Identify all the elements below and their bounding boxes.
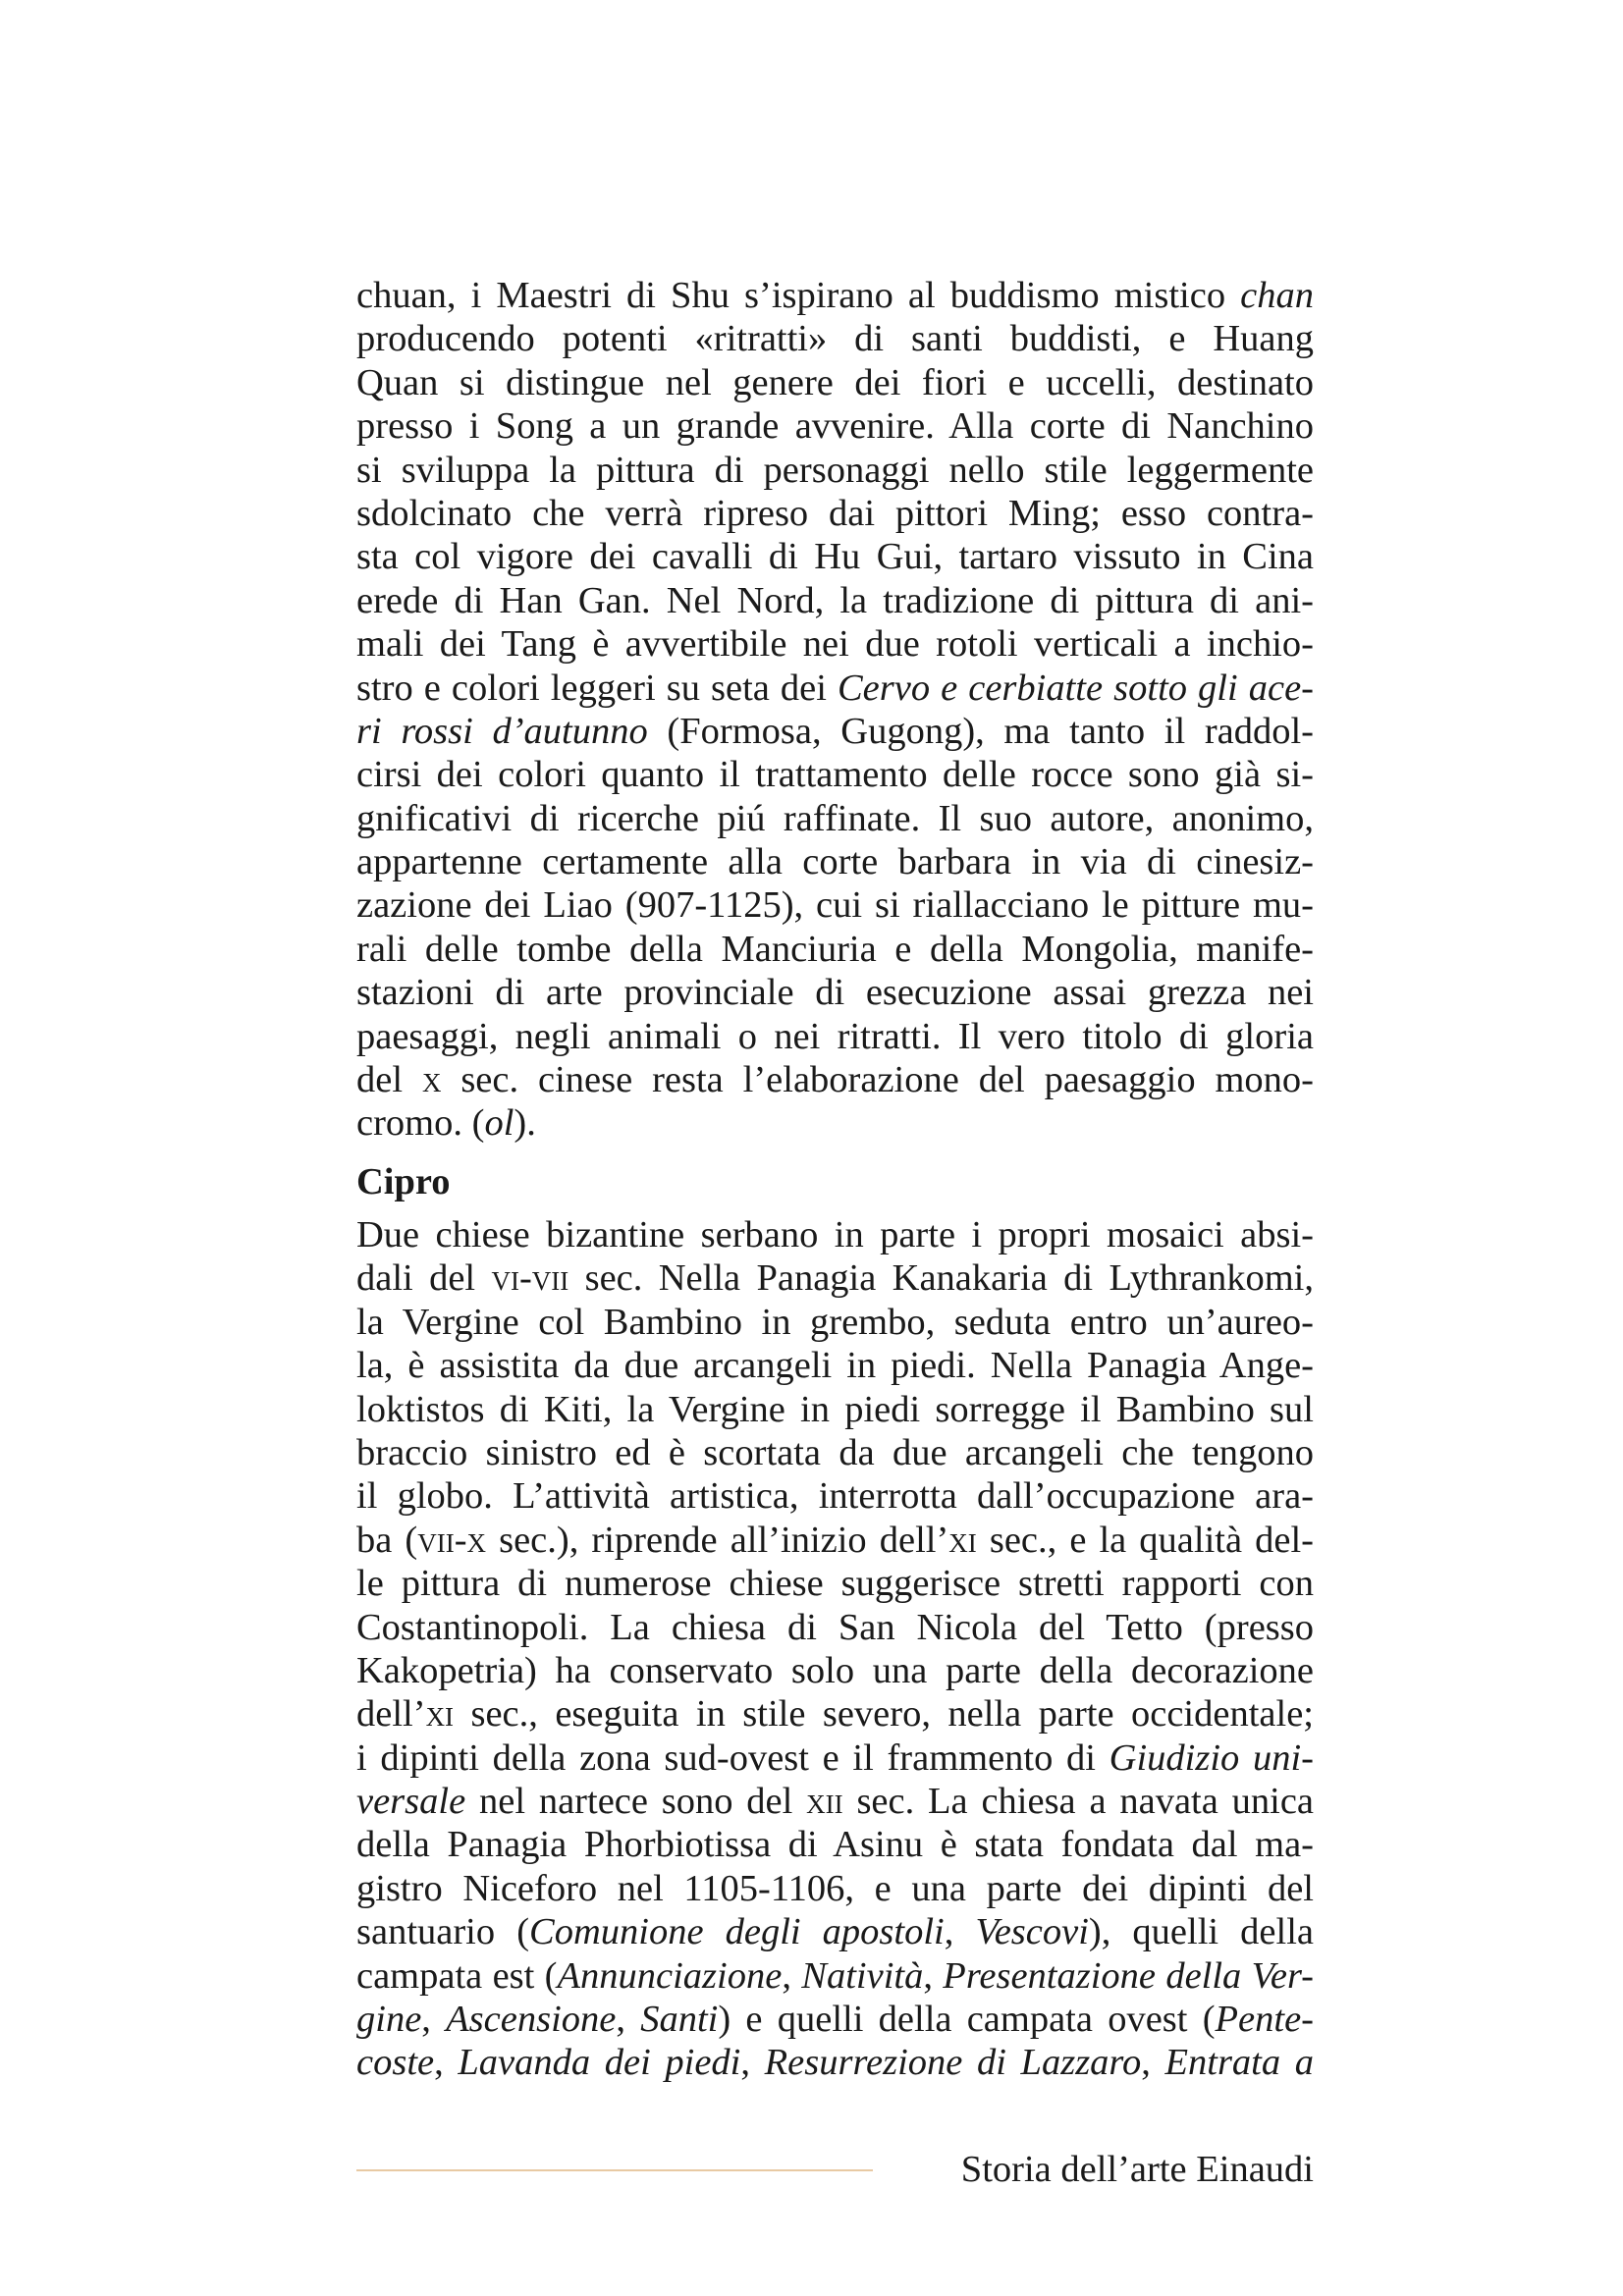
footer-rule [356,2169,873,2171]
text-line: producendo potenti «ritratti» di santi buddisti, e Huang [356,318,1314,360]
text-line: Due chiese bizantine serbano in parte i propri mosaici absi- [356,1214,1314,1255]
text-line: Costantinopoli. La chiesa di San Nicola del Tetto (presso [356,1606,1314,1648]
text-line: versale nel nartece sono del xii sec. La chiesa a navata unica [356,1781,1314,1823]
text-line: presso i Song a un grande avvenire. Alla corte di Nanchino [356,405,1314,448]
footer-title: Storia dell’arte Einaudi [960,2149,1314,2190]
text-line: le pittura di numerose chiese suggerisce stretti rapporti con [356,1563,1314,1605]
text-line: appartenne certamente alla corte barbara in via di cinesiz- [356,841,1314,883]
text-line: erede di Han Gan. Nel Nord, la tradizione di pittura di ani- [356,579,1314,621]
section-cipro [356,1160,1314,1203]
text-line: braccio sinistro ed è scortata da due arcangeli che tengono [356,1431,1314,1473]
text-line: sta col vigore dei cavalli di Hu Gui, tartaro vissuto in Cina [356,536,1314,578]
text-line: santuario (Comunione degli apostoli, Vescovi), quelli della [356,1911,1314,1953]
text-line: zazione dei Liao (907-1125), cui si riallacciano le pitture mu- [356,884,1314,927]
section-title: Cipro [356,1161,451,1202]
text-line: rali delle tombe della Manciuria e della Mongolia, manife- [356,928,1314,970]
text-line: gnificativi di ricerche piú raffinate. Il suo autore, anonimo, [356,797,1314,839]
text-line: cirsi dei colori quanto il trattamento delle rocce sono già si- [356,754,1314,796]
text-line: sdolcinato che verrà ripreso dai pittori Ming; esso contra- [356,492,1314,534]
text-line: stazioni di arte provinciale di esecuzione assai grezza nei [356,972,1314,1014]
main-text-column [356,274,1314,1146]
text-line: del x sec. cinese resta l’elaborazione del paesaggio mono- [356,1059,1314,1101]
text-line: ba (vii-x sec.), riprende all’inizio dell’xi sec., e la qualità del- [356,1519,1314,1561]
text-line: la, è assistita da due arcangeli in piedi. Nella Panagia Ange- [356,1345,1314,1387]
text-line: dali del vi-vii sec. Nella Panagia Kanakaria di Lythrankomi, [356,1257,1314,1300]
text-line: Kakopetria) ha conservato solo una parte della decorazione [356,1649,1314,1691]
text-line: dell’xi sec., eseguita in stile severo, nella parte occidentale; [356,1693,1314,1735]
text-line: si sviluppa la pittura di personaggi nello stile leggermente [356,449,1314,491]
paragraph-cipro [356,1213,1314,2085]
text-line: cromo. (ol). [356,1102,536,1145]
text-line: della Panagia Phorbiotissa di Asinu è stata fondata dal ma- [356,1824,1314,1866]
text-line: loktistos di Kiti, la Vergine in piedi sorregge il Bambino sul [356,1388,1314,1430]
text-line: i dipinti della zona sud-ovest e il frammento di Giudizio uni- [356,1736,1314,1779]
text-line: ri rossi d’autunno (Formosa, Gugong), ma tanto il raddol- [356,710,1315,752]
text-line: stro e colori leggeri su seta dei Cervo e cerbiatte sotto gli ace- [356,667,1314,709]
text-line: paesaggi, negli animali o nei ritratti. Il vero titolo di gloria [356,1015,1314,1057]
text-line: mali dei Tang è avvertibile nei due rotoli verticali a inchio- [356,623,1314,666]
text-line: gine, Ascensione, Santi) e quelli della campata ovest (Pente- [356,1999,1314,2041]
text-line: campata est (Annunciazione, Natività, Presentazione della Ver- [356,1954,1314,1997]
text-line: coste, Lavanda dei piedi, Resurrezione di Lazzaro, Entrata a [356,2042,1314,2084]
text-line: il globo. L’attività artistica, interrotta dall’occupazione ara- [356,1475,1314,1518]
text-line: la Vergine col Bambino in grembo, seduta entro un’aureo- [356,1301,1314,1343]
text-line: chuan, i Maestri di Shu s’ispirano al buddismo mistico chan [356,275,1314,316]
paragraph-previous-entry [356,274,1314,1146]
text-line: gistro Niceforo nel 1105-1106, e una parte dei dipinti del [356,1867,1314,1909]
text-line: Quan si distingue nel genere dei fiori e uccelli, destinato [356,361,1314,403]
